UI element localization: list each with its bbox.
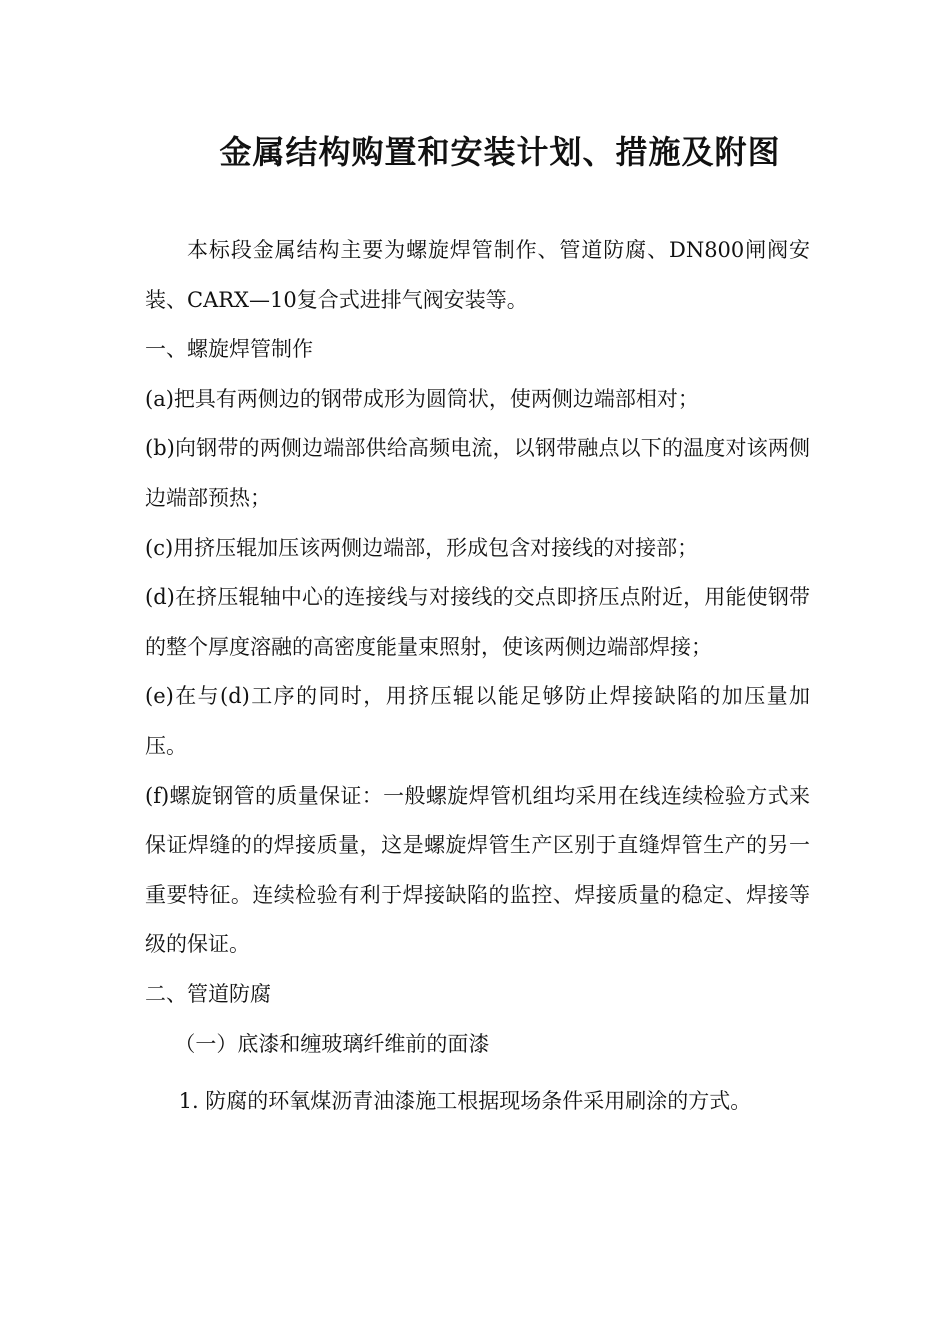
section-heading-2: 二、管道防腐 [145,981,271,1006]
list-item-d: (d)在挤压辊轴中心的连接线与对接线的交点即挤压点附近，用能使钢带的整个厚度溶融的高密度能量束照射，使该两侧边端部焊接； [145,585,810,659]
document-title: 金属结构购置和安装计划、措施及附图 [219,133,781,171]
list-item-a: (a)把具有两侧边的钢带成形为圆筒状，使两侧边端部相对； [145,386,699,411]
document-body [145,226,810,1127]
intro-paragraph: 本标段金属结构主要为螺旋焊管制作、管道防腐、DN800闸阀安装、CARX—10复合式进排气阀安装等。 [145,238,810,312]
section-heading-1: 一、螺旋焊管制作 [145,337,313,362]
list-item-e: (e)在与(d)工序的同时，用挤压辊以能足够防止焊接缺陷的加压量加压。 [145,684,810,758]
subsection-heading: （一）底漆和缠玻璃纤维前的面漆 [174,1031,490,1056]
list-item-f: (f)螺旋钢管的质量保证：一般螺旋焊管机组均采用在线连续检验方式来保证焊缝的的焊接质量，这是螺旋焊管生产区别于直缝焊管生产的另一重要特征。连续检验有利于焊接缺陷的监控、焊接质量的稳定、焊接等级的保证。 [145,783,810,957]
list-item-b: (b)向钢带的两侧边端部供给高频电流，以钢带融点以下的温度对该两侧边端部预热； [145,436,810,510]
spacer [145,1069,810,1077]
list-item-c: (c)用挤压辊加压该两侧边端部，形成包含对接线的对接部； [145,535,699,560]
numbered-item-1: 1. 防腐的环氧煤沥青油漆施工根据现场条件采用刷涂的方式。 [178,1089,752,1114]
